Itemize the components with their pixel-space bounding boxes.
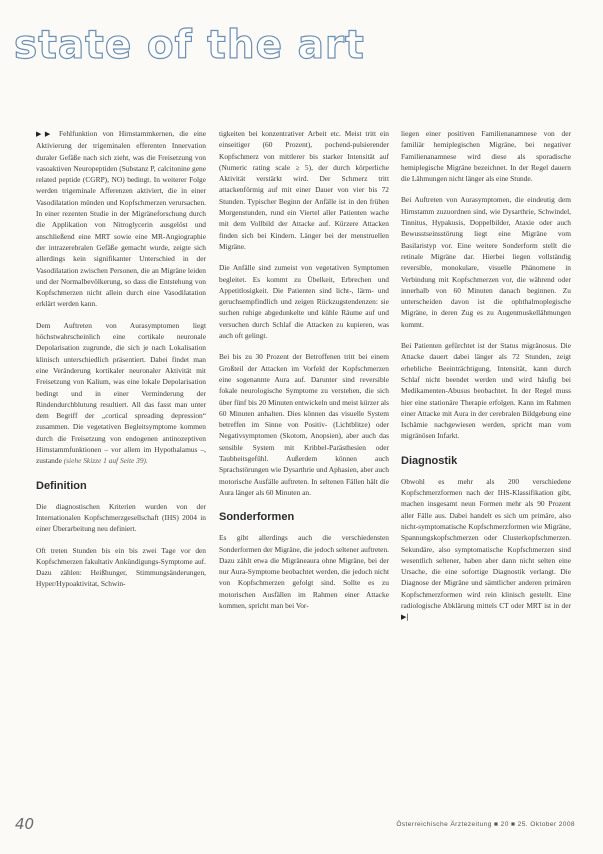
paragraph-text: Die diagnostischen Kriterien wurden von der Internationalen Kopfschmerzgesellschaft (IHS) 2004 in einer Überarbeitung neu definiert. bbox=[36, 501, 206, 534]
section-heading: Diagnostik bbox=[401, 454, 458, 467]
paragraph bbox=[401, 476, 571, 624]
paragraph-text: Bei Patienten gefürchtet ist der Status migränosus. Die Attacke dauert dabei länger als 72 Stunden, zeigt erhebliche Beeinträchtigung, Intensität, kann durch Schlaf nicht beendet werden und wird häufig bei Medikamenten-Abusus beobachtet. In der Regel muss hier eine stationäre Therapie erfolgen. Kann im Rahmen einer Attacke mit Aura in der cerebralen Bildgebung eine Ischämie nachgewiesen werden, spricht man vom migränösen Infarkt. bbox=[401, 341, 571, 441]
section-title: state of the art bbox=[14, 23, 365, 68]
paragraph-text: Bei bis zu 30 Prozent der Betroffenen tritt bei einem Großteil der Attacken im Vorfeld der Kopfschmerzen eine sogenannte Aura auf. Darunter sind reversible fokale neurologische Symptome zu verstehen, die sich über fünf bis 20 Minuten entwickeln und meist kürzer als 60 Minuten anhalten. Dies können das visuelle System betreffen im Sinne von Positiv- (Lichtblitze) oder Negativsymptomen (Skotom, Anopsien), aber auch das sensible System mit Kribbel-Parästhesien oder Taubheitsgefühl. Außerdem können auch Sprachstörungen wie Dysarthrie und Aphasien, aber auch motorische Ausfälle auftreten. In seltenen Fällen hält die Aura länger als 60 Minuten an. bbox=[219, 352, 389, 497]
paragraph bbox=[401, 128, 571, 184]
paragraph bbox=[36, 545, 206, 590]
paragraph bbox=[36, 320, 206, 467]
section-heading: Definition bbox=[36, 479, 87, 492]
figure-reference: (siehe Skizze 1 auf Seite 39). bbox=[63, 456, 148, 466]
paragraph bbox=[219, 532, 389, 611]
paragraph-text: Fehlfunktion von Hirnstammkernen, die eine Aktivierung der trigeminalen efferenten Innervation duraler Gefäße nach sich zieht, was die Freisetzung von vasoaktiven Neuropeptiden (Substanz P, calcitonine gene related peptide (CGRP), NO) bedingt. In weiterer Folge werden trigeminale Afferenzen aktiviert, die in einer Vasodilatation münden und Kopfschmerzen verursachen. In einer rezenten Studie in der Migräneforschung durch die Applikation von Nitroglycerin ausgelöst und anschließend eine MRT sowie eine MR-Angiographie der intrazerebralen Gefäße gemacht wurde, zeigte sich allerdings kein signifikanter Unterschied in der Vasodilatation zwischen Personen, die an Migräne leiden und der Normalbevölkerung, so dass die Entstehung von Kopfschmerzen nicht allein durch eine Vasodilatation erklärt werden kann. bbox=[36, 129, 206, 309]
paragraph bbox=[36, 501, 206, 535]
paragraph-text: Obwohl es mehr als 200 verschiedene Kopfschmerzformen nach der IHS-Klassifikation gibt, machen insgesamt neun Formen mehr als 90 Prozent aller Fälle aus. Dabei handelt es sich um primäre, also nicht-symptomatische Kopfschmerzformen wie Migräne, Spannungskopfschmerzen oder Clusterkopfschmerzen. Sekundäre, also symptomatische Kopfschmerzen sind wesentlich seltener, haben aber dann nicht selten eine Ursache, die eine sofortige Diagnostik verlangt. Die Diagnose der Migräne und sämtlicher anderen primären Kopfschmerzformen wird rein klinisch gestellt. Eine radiologische Abklärung mittels CT oder MRT ist in der bbox=[401, 476, 571, 610]
continue-arrow-icon: ▶| bbox=[401, 613, 409, 622]
continuation-arrow-icon: ▶▶ bbox=[36, 130, 54, 138]
paragraph-text: Bei Auftreten von Aurasymptomen, die eindeutig dem Hirnstamm zuzuordnen sind, wie Dysarthrie, Schwindel, Tinnitus, Hypakusis, Doppelbilder, Ataxie oder auch Bewusstseinsstörung liegt eine Migräne vom Basilaristyp vor. Eine weitere Sonderform stellt die retinale Migräne dar. Hierbei liegen vollständig reversible, monokulare, visuelle Phänomene in Verbindung mit Kopfschmerzen vor, die während oder innerhalb von 60 Minuten danach beginnen. Zu unterscheiden davon ist die ophthalmoplegische Migräne, in deren Zug es zu Augenmuskellähmungen kommt. bbox=[401, 195, 571, 329]
text-column-2 bbox=[219, 128, 389, 818]
paragraph-text: Oft treten Stunden bis ein bis zwei Tage vor den Kopfschmerzen fakultativ Ankündigungs-Symptome auf. Dazu zählen: Heißhunger, Stimmungsänderungen, Hyper/Hypoaktivitat, Schwin- bbox=[36, 545, 206, 589]
paragraph bbox=[401, 340, 571, 442]
paragraph bbox=[219, 351, 389, 498]
page-number: 40 bbox=[15, 815, 35, 833]
paragraph-text: Es gibt allerdings auch die verschiedensten Sonderformen der Migräne, die jedoch seltener auftreten. Dazu zählt etwa die Migräneaura ohne Migräne, bei der nur Aura-Symptome beobachtet werden, die jedoch nicht von Kopfschmerzen gefolgt sind. Sollte es zu motorischen Ausfällen im Rahmen einer Attacke kommen, spricht man bei Vor- bbox=[219, 533, 389, 610]
section-heading: Sonderformen bbox=[219, 511, 295, 524]
paragraph bbox=[219, 262, 389, 341]
paragraph-text: tigkeiten bei konzentrativer Arbeit etc. Meist tritt ein einseitiger (60 Prozent), pochend-pulsierender Kopfschmerz von mittlerer bis starker Intensität auf (Numeric rating scale ≥ 5), der durch körperliche Aktivität verstärkt wird. Der Schmerz tritt attackenförmig auf mit einer Dauer von vier bis 72 Stunden. Typischer Beginn der Anfälle ist in den frühen Morgenstunden, rund ein Viertel aller Patienten wache mit dem Vollbild der Attacke auf. Kürzere Attacken finden sich bei Kindern. Länger bei der menstruellen Migräne. bbox=[219, 129, 389, 251]
paragraph bbox=[36, 128, 206, 310]
paragraph bbox=[219, 128, 389, 252]
text-column-1 bbox=[36, 128, 206, 818]
paragraph-text: Die Anfälle sind zumeist von vegetativen Symptomen begleitet. Es kommt zu Übelkeit, Erbrechen und Appetitlosigkeit. Die Patienten sind licht-, lärm- und geruchsempfindlich und zeigen Rückzugstendenzen: sie suchen ruhige abgedunkelte und kühle Räume auf und versuchen durch Schlaf die Attacken zu kupieren, was auch oft gelingt. bbox=[219, 263, 389, 341]
paragraph-text: liegen einer positiven Familienanamnese von der familiär hemiplegischen Migräne, bei negativer Familienanamnese wird diese als sporadische hemiplegische Migräne bezeichnet. In der Regel dauern die Lähmungen nicht länger als eine Stunde. bbox=[401, 129, 571, 184]
paragraph-text: Dem Auftreten von Aurasymptomen liegt höchstwahrscheinlich eine cortikale neuronale Depolarisation zugrunde, die sich je nach Lokalisation klinisch unterschiedlich präsentiert. Dabei findet man eine Veränderung kortikaler neuronaler Aktivität mit Freisetzung von Kalium, was eine lokale Depolarisation bedingt und in einer Verminderung der Rindendurchblutung resultiert. All das fasst man unter dem Begriff der „cortical spreading depression“ zusammen. Die vegetativen Begleitsymptome kommen durch die Freisetzung von endogenen antinozeptiven Hirnstammfunktionen – vor allem im Hypothalamus –, zustande bbox=[36, 320, 206, 466]
publication-info: Österreichische Ärztezeitung ■ 20 ■ 25. Oktober 2008 bbox=[396, 821, 575, 828]
text-column-3 bbox=[401, 128, 571, 818]
paragraph bbox=[401, 194, 571, 330]
